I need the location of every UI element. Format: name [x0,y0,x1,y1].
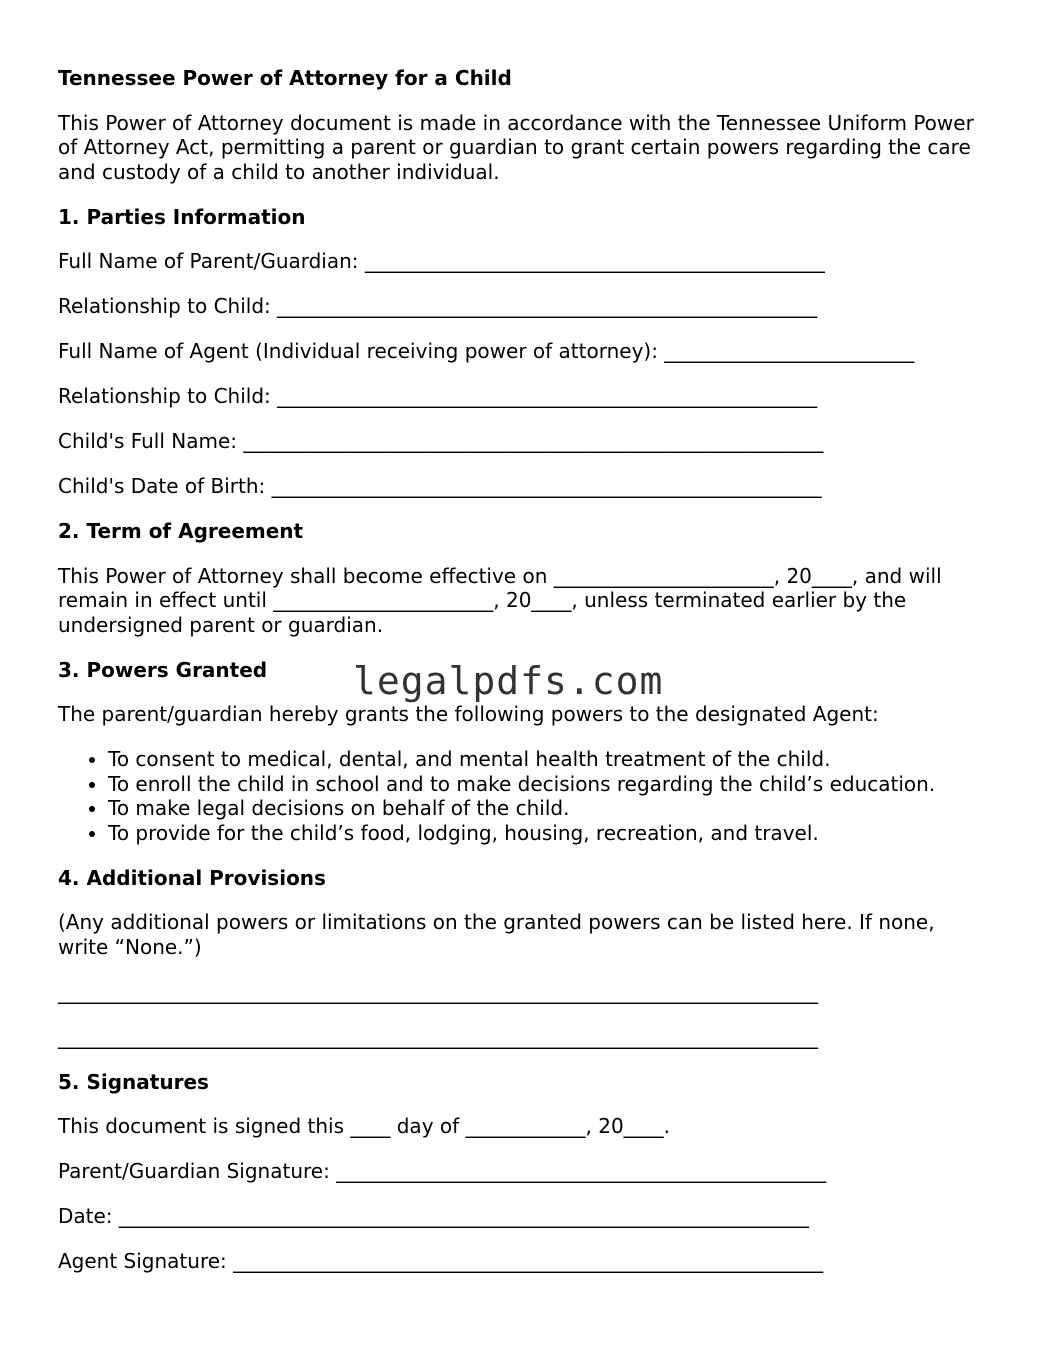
document-page [58,66,988,1294]
watermark-text: legalpdfs.com [353,659,664,703]
list-item: • To consent to medical, dental, and mental health treatment of the child. [108,747,988,772]
powers-intro: The parent/guardian hereby grants the following powers to the designated Agent: [58,702,879,726]
agent-relationship-field[interactable]: Relationship to Child: ______________________________________________________ [58,384,818,408]
parent-name-field[interactable]: Full Name of Parent/Guardian: ______________________________________________ [58,249,825,273]
parent-relationship-field[interactable]: Relationship to Child: ______________________________________________________ [58,294,818,318]
provisions-line-1[interactable]: ____________________________________________________________________________ [58,979,818,1004]
signed-date-line[interactable]: This document is signed this ____ day of ____________, 20____. [58,1114,671,1138]
child-name-field[interactable]: Child's Full Name: __________________________________________________________ [58,429,824,453]
provisions-line-2[interactable]: ____________________________________________________________________________ [58,1024,818,1049]
section-heading-provisions: 4. Additional Provisions [58,865,326,890]
term-paragraph: This Power of Attorney shall become effective on ______________________, 20____, and will remain in effect until ______________________, 20____, unless terminated earlier by the undersigned parent or guardian. [58,563,948,637]
intro-paragraph: This Power of Attorney document is made in accordance with the Tennessee Uniform Power of Attorney Act, permitting a parent or guardian to grant certain powers regarding the care and custody of a child to another individual. [58,110,981,184]
list-item: • To enroll the child in school and to make decisions regarding the child’s education. [108,772,988,797]
document-title: Tennessee Power of Attorney for a Child [58,66,512,90]
parent-signature-field[interactable]: Parent/Guardian Signature: _________________________________________________ [58,1159,827,1183]
date-field[interactable]: Date: _____________________________________________________________________ [58,1204,809,1228]
agent-signature-field[interactable]: Agent Signature: ___________________________________________________________ [58,1249,824,1273]
provisions-paragraph: (Any additional powers or limitations on the granted powers can be listed here. If none, write “None.”) [58,910,941,959]
section-heading-powers: 3. Powers Granted [58,657,268,682]
child-dob-field[interactable]: Child's Date of Birth: _______________________________________________________ [58,474,822,498]
section-heading-parties: 1. Parties Information [58,204,306,229]
powers-list [58,747,988,845]
section-heading-term: 2. Term of Agreement [58,519,304,543]
list-item: • To make legal decisions on behalf of the child. [108,796,988,821]
section-heading-signatures: 5. Signatures [58,1069,209,1094]
agent-name-field[interactable]: Full Name of Agent (Individual receiving power of attorney): _________________________ [58,339,915,363]
list-item: • To provide for the child’s food, lodging, housing, recreation, and travel. [108,821,988,846]
